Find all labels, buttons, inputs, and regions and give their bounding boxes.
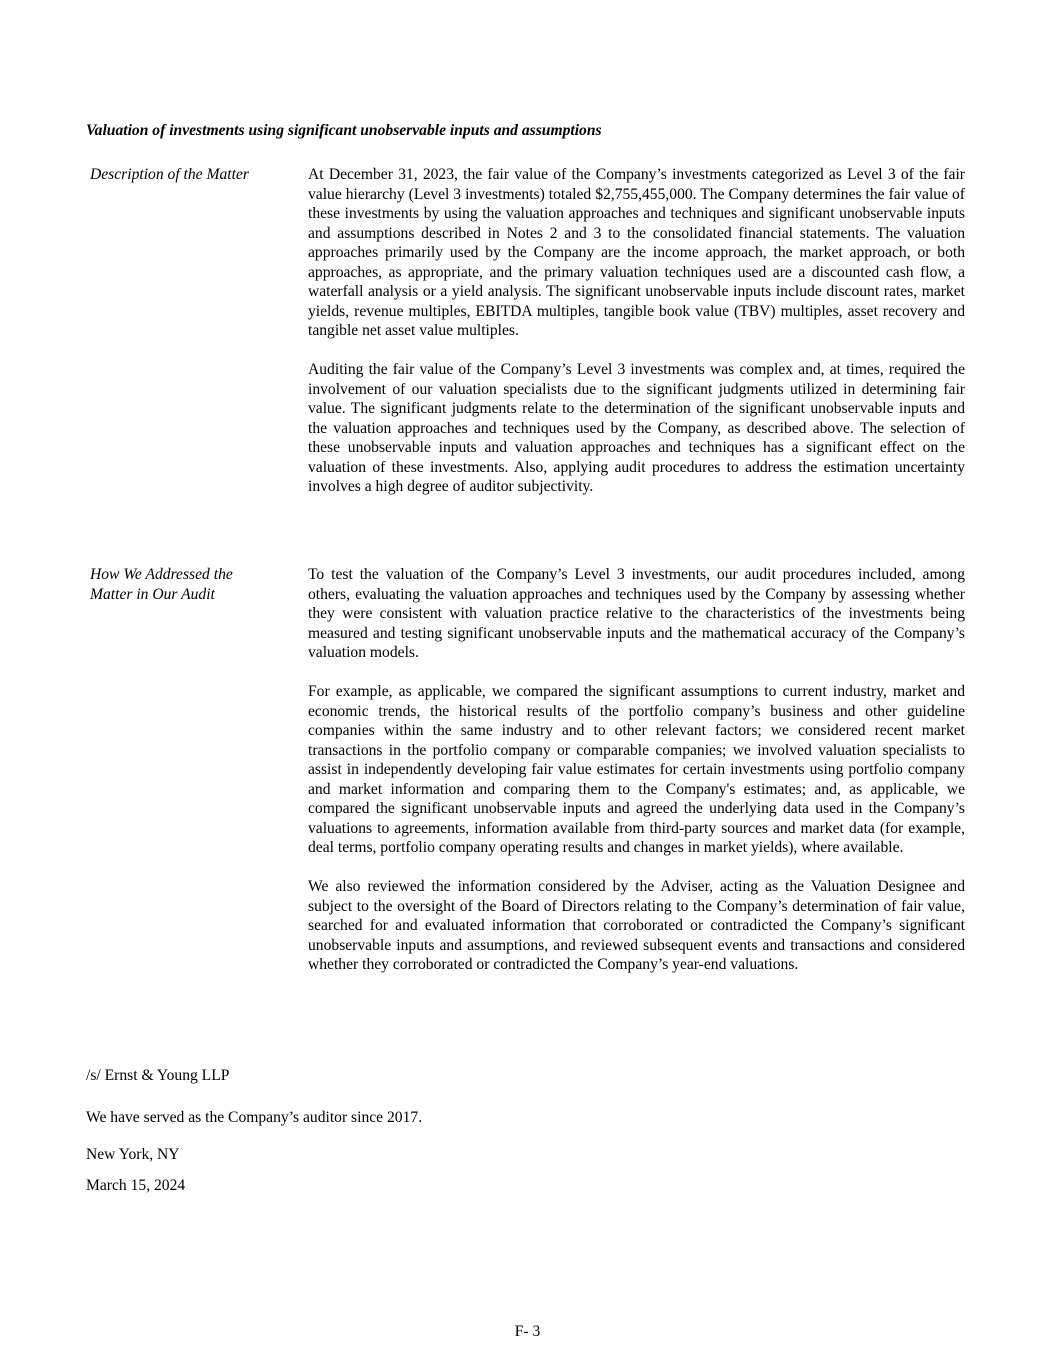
addressed-paragraph-1: To test the valuation of the Company’s Level 3 investments, our audit procedures included, among others, evaluating the valuation approaches and techniques used by the Company by assessing whether they were consistent with valuation practice relative to the characteristics of the investments being measured and testing significant unobservable inputs and the mathematical accuracy of the Company’s valuation models.: [308, 566, 965, 661]
section-heading: Valuation of investments using significant unobservable inputs and assumptions: [86, 122, 602, 139]
addressed-paragraph-3: We also reviewed the information considered by the Adviser, acting as the Valuation Designee and subject to the oversight of the Board of Directors relating to the Company’s determination of fair value, searched for and evaluated information that corroborated or contradicted the Company’s significant unobservable inputs and assumptions, and reviewed subsequent events and transactions and considered whether they corroborated or contradicted the Company’s year-end valuations.: [308, 878, 965, 973]
description-label: Description of the Matter: [90, 166, 249, 183]
addressed-paragraph-2: For example, as applicable, we compared the significant assumptions to current industry, market and economic trends, the historical results of the portfolio company’s business and other guideline companies within the same industry and to other relevant factors; we considered recent market transactions in the portfolio company or comparable companies; we involved valuation specialists to assist in independently developing fair value estimates for certain investments using portfolio company and market information and comparing them to the Company's estimates; and, as applicable, we compared the significant unobservable inputs and agreed the underlying data used in the Company’s valuations to agreements, information available from third-party sources and market data (for example, deal terms, portfolio company operating results and changes in market yields), where available.: [308, 683, 965, 856]
page-number: F- 3: [514, 1323, 541, 1340]
report-date: March 15, 2024: [86, 1177, 186, 1194]
location: New York, NY: [86, 1146, 180, 1163]
addressed-body: [308, 565, 965, 994]
auditor-since: We have served as the Company’s auditor since 2017.: [86, 1109, 423, 1126]
description-body: [308, 165, 965, 516]
description-paragraph-2: Auditing the fair value of the Company’s Level 3 investments was complex and, at times, required the involvement of our valuation specialists due to the significant judgments utilized in determining fair value. The significant judgments relate to the determination of the significant unobservable inputs and the valuation approaches and techniques used by the Company, as described above. The selection of these unobservable inputs and valuation approaches and techniques has a significant effect on the valuation of these investments. Also, applying audit procedures to address the estimation uncertainty involves a high degree of auditor subjectivity.: [308, 361, 965, 495]
addressed-label: How We Addressed the Matter in Our Audit: [90, 566, 233, 603]
signature: /s/ Ernst & Young LLP: [86, 1067, 230, 1084]
description-paragraph-1: At December 31, 2023, the fair value of the Company’s investments categorized as Level 3 of the fair value hierarchy (Level 3 investments) totaled $2,755,455,000. The Company determines the fair value of these investments by using the valuation approaches and techniques and significant unobservable inputs and assumptions described in Notes 2 and 3 to the consolidated financial statements. The valuation approaches primarily used by the Company are the income approach, the market approach, or both approaches, as appropriate, and the primary valuation techniques used are a discounted cash flow, a waterfall analysis or a yield analysis. The significant unobservable inputs include discount rates, market yields, revenue multiples, EBITDA multiples, tangible book value (TBV) multiples, asset recovery and tangible net asset value multiples.: [308, 166, 965, 339]
